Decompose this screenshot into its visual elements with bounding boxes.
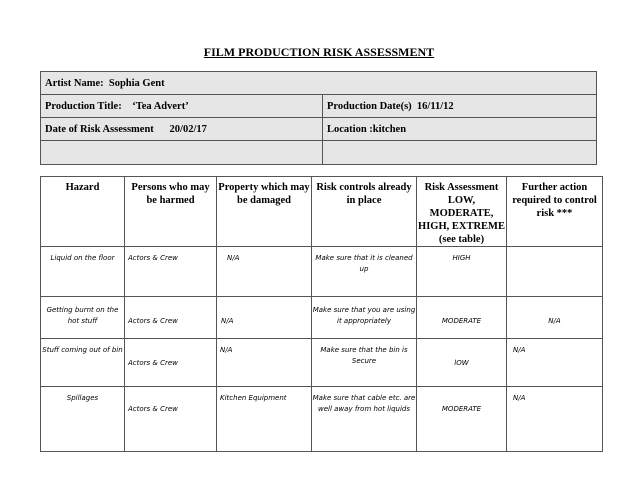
persons-cell: Actors & Crew [125, 339, 217, 387]
hazard-cell: Stuff coming out of bin [41, 339, 125, 387]
info-row-risk-date [41, 118, 597, 141]
assessment-cell: HIGH [417, 247, 507, 297]
header-assessment-line4: (see table) [438, 234, 485, 245]
controls-cell: Make sure that you are using it appropriately [312, 297, 417, 339]
further-cell: N/A [507, 339, 603, 387]
risk-date-cell [41, 118, 323, 141]
production-dates-value: 16/11/12 [416, 100, 454, 112]
header-assessment [417, 177, 507, 247]
header-assessment-line1: Risk Assessment [424, 182, 499, 193]
empty-cell-right [323, 141, 597, 165]
assessment-cell: MODERATE [417, 297, 507, 339]
further-cell: N/A [507, 297, 603, 339]
info-table [40, 71, 597, 165]
table-row [41, 339, 603, 387]
persons-cell: Actors & Crew [125, 297, 217, 339]
header-controls: Risk controls already in place [312, 177, 417, 247]
controls-cell: Make sure that the bin is Secure [312, 339, 417, 387]
artist-label: Artist Name: [45, 77, 104, 89]
header-further: Further action required to control risk *** [507, 177, 603, 247]
empty-cell-left [41, 141, 323, 165]
info-row-production [41, 95, 597, 118]
header-hazard: Hazard [41, 177, 125, 247]
property-cell: N/A [217, 297, 312, 339]
info-row-artist [41, 72, 597, 95]
production-dates-label: Production Date(s) [327, 100, 412, 112]
property-cell: N/A [217, 247, 312, 297]
further-cell [507, 247, 603, 297]
risk-table [40, 176, 603, 452]
header-property: Property which may be damaged [217, 177, 312, 247]
artist-value: Sophia Gent [108, 77, 165, 89]
location-label: Location :kitchen [327, 123, 407, 135]
risk-date-value: 20/02/17 [169, 123, 207, 135]
further-cell: N/A [507, 387, 603, 452]
risk-date-label: Date of Risk Assessment [45, 123, 154, 135]
assessment-cell: lOW [417, 339, 507, 387]
table-row [41, 387, 603, 452]
persons-cell: Actors & Crew [125, 387, 217, 452]
production-dates-cell [323, 95, 597, 118]
risk-header-row [41, 177, 603, 247]
info-row-empty [41, 141, 597, 165]
header-persons: Persons who may be harmed [125, 177, 217, 247]
production-title-value: ‘Tea Advert’ [132, 100, 189, 112]
production-title-label: Production Title: [45, 100, 122, 112]
property-cell: N/A [217, 339, 312, 387]
hazard-cell: Spillages [41, 387, 125, 452]
persons-cell: Actors & Crew [125, 247, 217, 297]
controls-cell: Make sure that cable etc. are well away from hot liquids [312, 387, 417, 452]
table-row [41, 247, 603, 297]
hazard-cell: Liquid on the floor [41, 247, 125, 297]
controls-cell: Make sure that it is cleaned up [312, 247, 417, 297]
property-cell: Kitchen Equipment [217, 387, 312, 452]
hazard-cell: Getting burnt on the hot stuff [41, 297, 125, 339]
document-title: FILM PRODUCTION RISK ASSESSMENT [203, 45, 435, 59]
header-assessment-line2: LOW, MODERATE, [429, 195, 494, 219]
production-title-cell [41, 95, 323, 118]
header-assessment-line3: HIGH, EXTREME [418, 221, 505, 232]
location-cell [323, 118, 597, 141]
assessment-cell: MODERATE [417, 387, 507, 452]
table-row [41, 297, 603, 339]
artist-cell [41, 72, 597, 95]
